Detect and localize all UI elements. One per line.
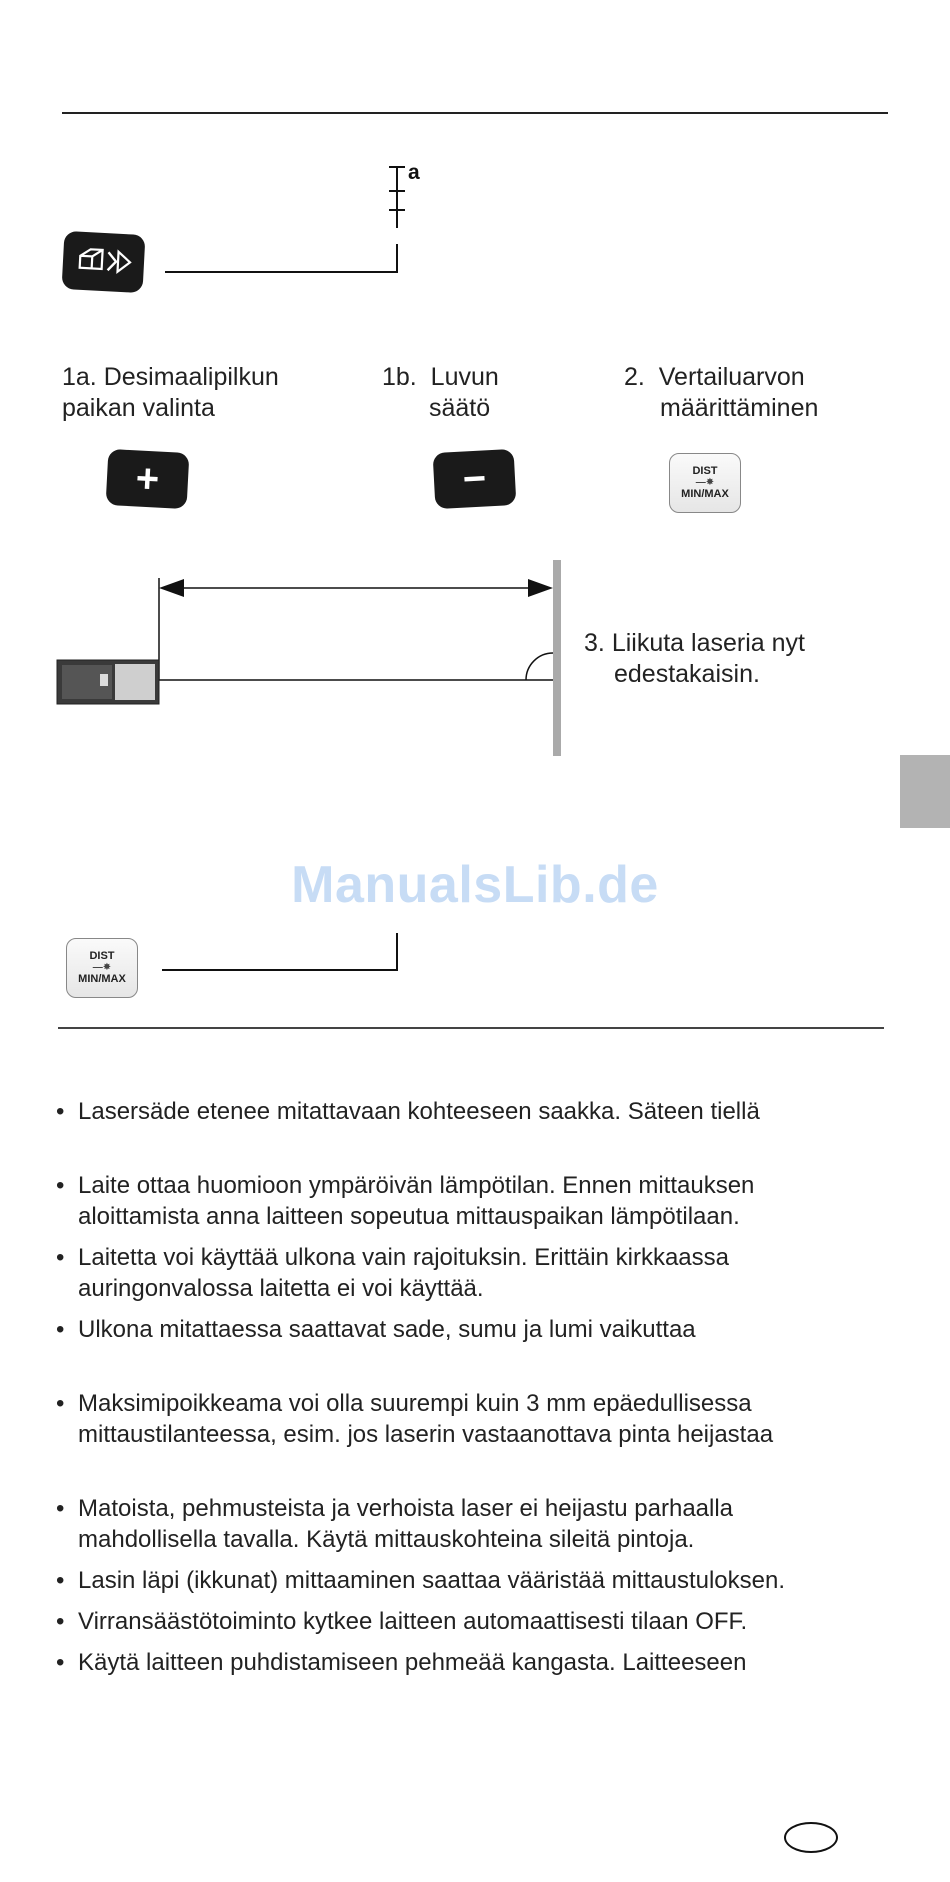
laser-device-icon (57, 660, 159, 704)
arrow-head-left (159, 579, 184, 597)
step-2-line1: Vertailuarvon (658, 363, 805, 391)
section-divider (58, 1027, 884, 1029)
step-3-label (584, 628, 805, 690)
list-item: • Matoista, pehmusteista ja verhoista laser ei heijastu parhaalla mahdollisella tavalla. Käytä mittauskohteina sileitä pintoja. (56, 1493, 906, 1555)
list-item: • Laitetta voi käyttää ulkona vain rajoituksin. Erittäin kirkkaassa auringonvalossa laitetta ei voi käyttää. (56, 1242, 906, 1304)
plus-key[interactable] (106, 449, 190, 509)
language-badge (784, 1822, 838, 1853)
laser-star-icon: —✸ (695, 477, 715, 488)
step-1a-number: 1a. (62, 363, 97, 391)
minmax-label: MIN/MAX (78, 973, 126, 985)
step-1b-line2: säätö (429, 394, 491, 422)
list-item: • Laite ottaa huomioon ympäröivän lämpötilan. Ennen mittauksen aloittamista anna laitteen sopeutua mittauspaikan lämpötilaan. (56, 1170, 906, 1232)
step-1b-number: 1b. (382, 363, 417, 391)
arrow-head-right (528, 579, 553, 597)
dist-minmax-key-top[interactable] (669, 453, 741, 513)
step-2-label (624, 362, 818, 424)
angle-arc (526, 653, 553, 680)
step-1b-label (382, 362, 499, 424)
list-item: • Ulkona mitattaessa saattavat sade, sumu ja lumi vaikuttaa (56, 1314, 906, 1345)
watermark: ManualsLib.de (291, 856, 659, 914)
notes-list (56, 1096, 906, 1678)
step-3-line1: Liikuta laseria nyt (611, 629, 805, 657)
step-2-line2: määrittäminen (660, 394, 819, 422)
step-3-line2: edestakaisin. (614, 660, 760, 688)
leader-line-mode-key (165, 244, 397, 272)
target-wall (553, 560, 561, 756)
dist-label: DIST (89, 950, 115, 962)
list-item: • Virransäästötoiminto kytkee laitteen automaattisesti tilaan OFF. (56, 1606, 906, 1637)
step-1a-line1: Desimaalipilkun (103, 363, 279, 391)
step-1a-label (62, 362, 279, 424)
step-3-number: 3. (584, 629, 605, 657)
list-item: • Käytä laitteen puhdistamiseen pehmeää kangasta. Laitteeseen (56, 1647, 906, 1678)
step-1b-line1: Luvun (430, 363, 499, 391)
chapter-tab (900, 755, 950, 828)
list-item: • Lasersäde etenee mitattavaan kohteeseen saakka. Säteen tiellä (56, 1096, 906, 1127)
mode-key[interactable] (62, 231, 146, 293)
laser-star-icon: —✸ (92, 962, 112, 973)
list-item: • Maksimipoikkeama voi olla suurempi kuin 3 mm epäedullisessa mittaustilanteessa, esim. jos laserin vastaanottava pinta heijastaa (56, 1388, 906, 1450)
dist-label: DIST (692, 465, 718, 477)
mode-key-icon (73, 243, 135, 280)
dist-key-leader (0, 925, 950, 975)
minmax-label: MIN/MAX (681, 488, 729, 500)
plus-key-label: + (134, 455, 161, 502)
minus-key[interactable] (433, 449, 517, 509)
step-1a-line2: paikan valinta (62, 394, 215, 422)
minus-key-label: − (461, 455, 488, 502)
distance-measurement-diagram (0, 550, 950, 770)
list-item: • Lasin läpi (ikkunat) mittaaminen saattaa vääristää mittaustuloksen. (56, 1565, 906, 1596)
step-2-number: 2. (624, 363, 645, 391)
top-divider (62, 112, 888, 114)
marker-label: a (408, 161, 420, 184)
